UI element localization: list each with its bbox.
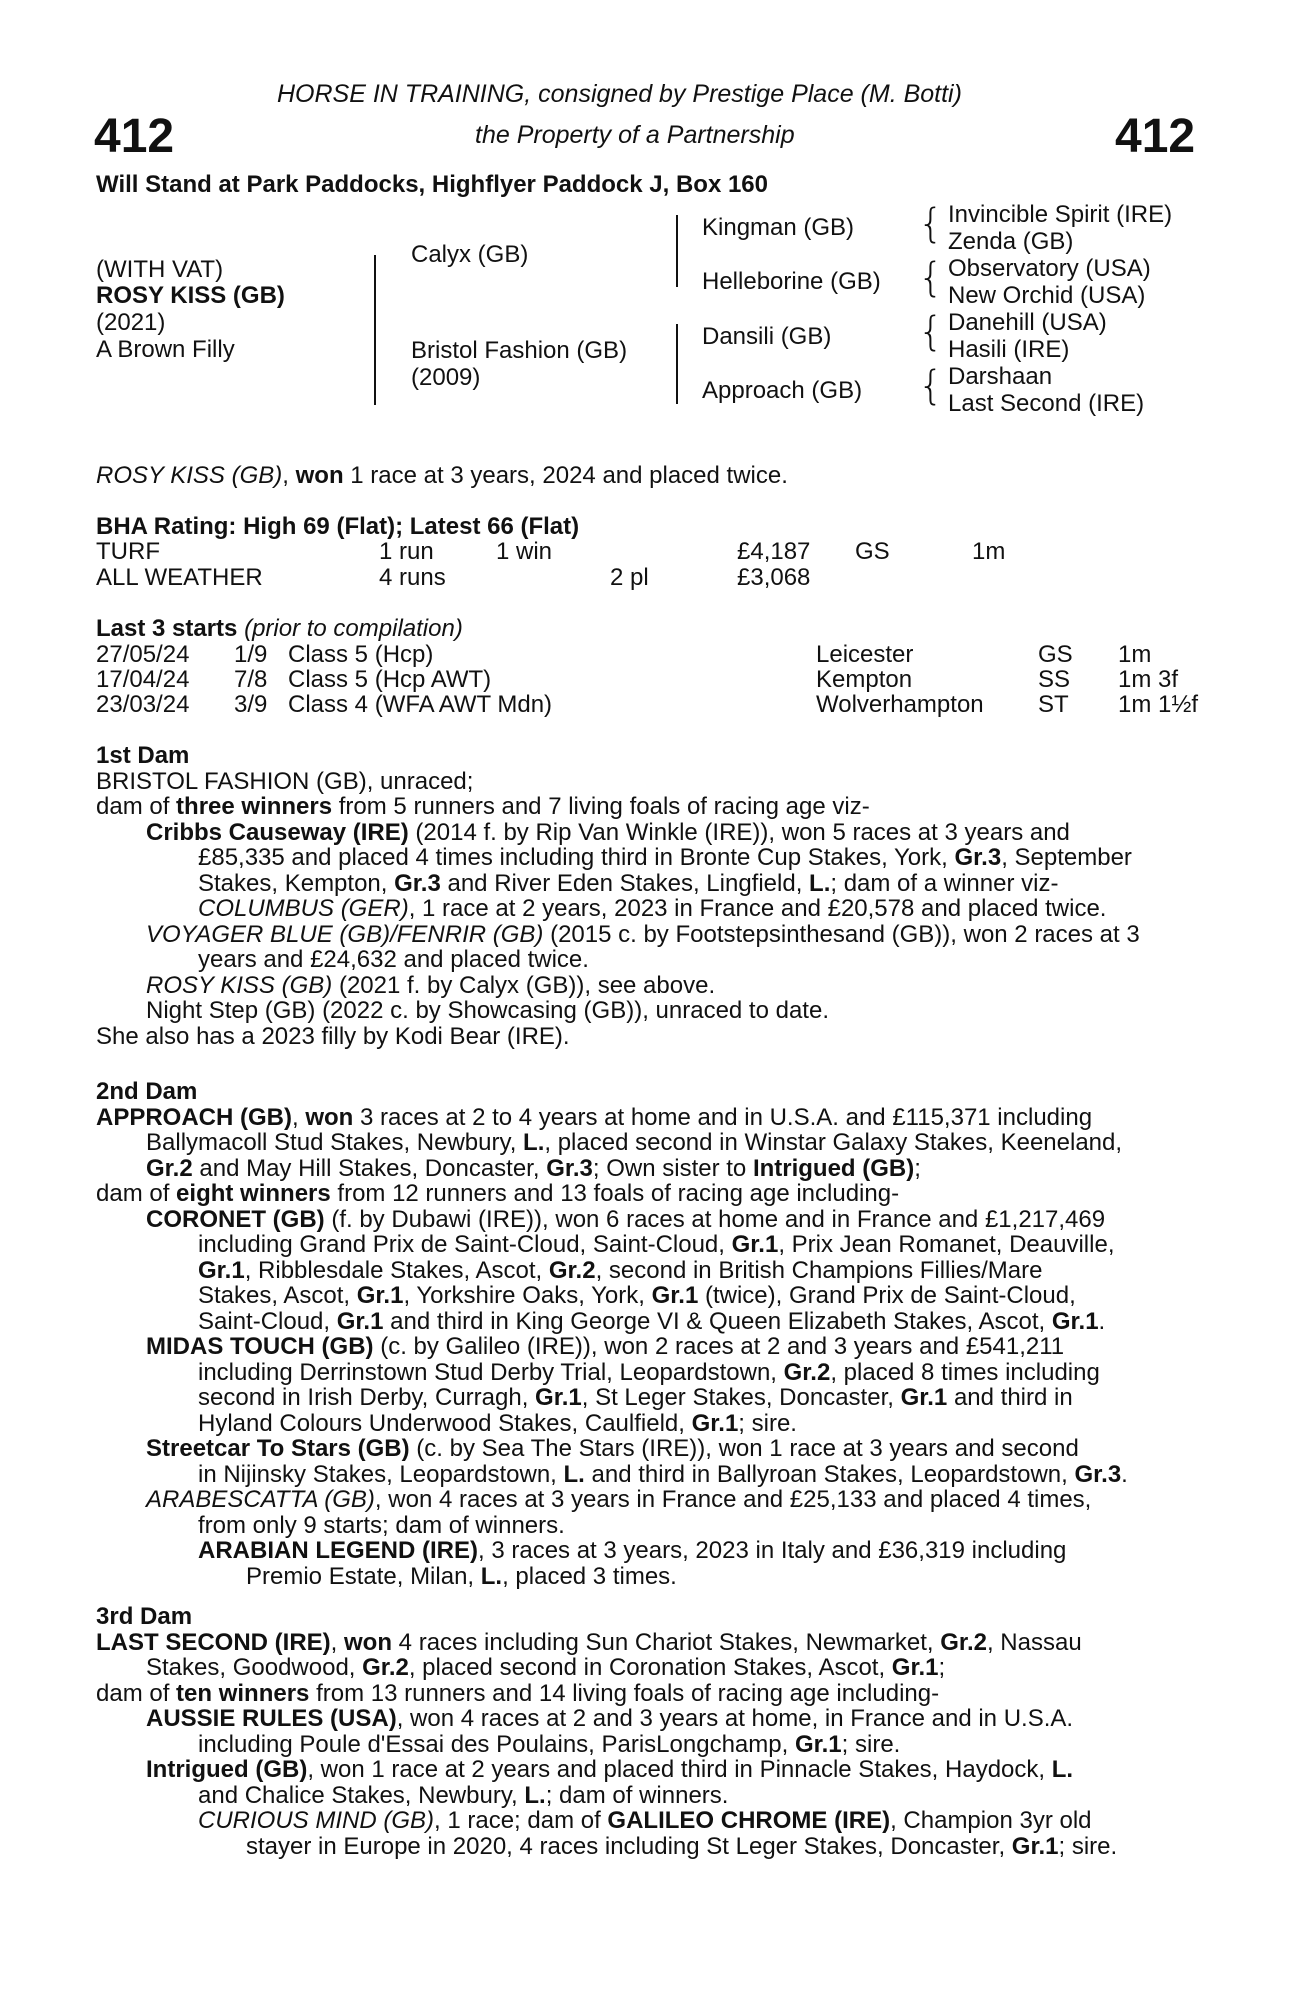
grade: Gr.3 bbox=[1074, 1460, 1122, 1488]
rating-surface: ALL WEATHER bbox=[96, 564, 263, 591]
text: (f. by Dubawi (IRE)), won 6 races at home and in France and £1,217,469 bbox=[324, 1205, 1106, 1233]
text: ; sire. bbox=[841, 1730, 901, 1758]
start-race: Class 5 (Hcp) bbox=[288, 641, 434, 668]
rating-wins: 1 win bbox=[496, 538, 553, 565]
text: (twice), Grand Prix de Saint-Cloud, bbox=[698, 1282, 1076, 1309]
start-course: Leicester bbox=[816, 641, 914, 668]
stand-location: Will Stand at Park Paddocks, Highflyer Paddock J, Box 160 bbox=[96, 171, 768, 198]
dam-year: (2009) bbox=[411, 364, 481, 391]
text: , second in British Champions Fillies/Mare bbox=[595, 1256, 1043, 1284]
produce-text bbox=[96, 845, 1205, 871]
text: , 3 races at 3 years, 2023 in Italy and £36,319 including bbox=[478, 1537, 1067, 1564]
produce-text: from only 9 starts; dam of winners. bbox=[198, 1511, 565, 1539]
produce-name: COLUMBUS (GER) bbox=[198, 895, 409, 922]
dam-text bbox=[96, 1156, 1205, 1182]
produce-name: CORONET (GB) bbox=[146, 1205, 325, 1233]
text: Premio Estate, Milan, bbox=[246, 1562, 481, 1590]
text: (c. by Galileo (IRE)), won 2 races at 2 and 3 years and £541,211 bbox=[373, 1333, 1065, 1360]
grade: Gr.1 bbox=[691, 1409, 739, 1437]
grade: Gr.1 bbox=[356, 1282, 404, 1309]
grade: Gr.2 bbox=[362, 1654, 409, 1681]
produce-text bbox=[96, 1258, 1205, 1284]
text: ; sire. bbox=[1058, 1832, 1118, 1860]
text: dam of bbox=[96, 1180, 177, 1207]
text: Stakes, Ascot, bbox=[198, 1282, 357, 1309]
text: including Poule d'Essai des Poulains, ParisLongchamp, bbox=[198, 1730, 795, 1758]
brace-2: { bbox=[918, 255, 944, 301]
start-date: 23/03/24 bbox=[96, 691, 190, 718]
text-bold: three winners bbox=[176, 793, 333, 820]
dam-produce-line bbox=[96, 1181, 1205, 1207]
dam-sire: Dansili (GB) bbox=[702, 323, 832, 350]
text: , bbox=[292, 1103, 306, 1131]
produce-text bbox=[96, 1360, 1205, 1386]
grade: L. bbox=[524, 1781, 546, 1809]
pedigree-brace-sire bbox=[676, 215, 686, 287]
text: from 5 runners and 7 living foals of racing age viz- bbox=[332, 793, 870, 820]
text: and Chalice Stakes, Newbury, bbox=[198, 1781, 525, 1809]
grade: L. bbox=[809, 869, 831, 897]
text: (2021 f. by Calyx (GB)), see above. bbox=[332, 971, 716, 999]
dam-name: LAST SECOND (IRE) bbox=[96, 1628, 331, 1656]
brace-4: { bbox=[918, 363, 944, 409]
text: ; sire. bbox=[738, 1409, 797, 1437]
start-position: 1/9 bbox=[234, 641, 268, 668]
text: in Nijinsky Stakes, Leopardstown, bbox=[198, 1460, 564, 1488]
start-race: Class 4 (WFA AWT Mdn) bbox=[288, 691, 553, 718]
produce-name: MIDAS TOUCH (GB) bbox=[146, 1333, 374, 1360]
text: 3 races at 2 to 4 years at home and in U.S.A. and £115,371 including bbox=[353, 1103, 1093, 1131]
text: (c. by Sea The Stars (IRE)), won 1 race at 3 years and second bbox=[409, 1435, 1079, 1462]
grade: Gr.2 bbox=[783, 1358, 831, 1386]
consignor-line: HORSE IN TRAINING, consigned by Prestige Place (M. Botti) bbox=[277, 80, 962, 108]
grade: Gr.1 bbox=[731, 1231, 779, 1258]
rating-runs: 1 run bbox=[379, 538, 434, 565]
grade: L. bbox=[480, 1562, 503, 1590]
bha-rating-title: BHA Rating: High 69 (Flat); Latest 66 (Flat) bbox=[96, 513, 580, 540]
rating-distance: 1m bbox=[972, 538, 1006, 565]
dam-text bbox=[96, 1130, 1205, 1156]
dam-line: BRISTOL FASHION (GB), unraced; bbox=[96, 767, 474, 795]
grade: Gr.2 bbox=[146, 1154, 193, 1182]
dam-text bbox=[96, 1655, 1205, 1681]
text: , won 4 races at 3 years in France and £25,133 and placed 4 times, bbox=[374, 1486, 1092, 1513]
text: including Grand Prix de Saint-Cloud, Saint-Cloud, bbox=[198, 1231, 732, 1258]
horse-year: (2021) bbox=[96, 309, 166, 336]
produce-text bbox=[96, 871, 1205, 897]
produce-streetcar bbox=[96, 1436, 1205, 1462]
dam-line bbox=[96, 1630, 1205, 1656]
text: from 13 runners and 14 living foals of racing age including- bbox=[309, 1679, 940, 1707]
text: ; bbox=[914, 1154, 921, 1182]
produce-name: Streetcar To Stars (GB) bbox=[146, 1435, 410, 1462]
text: , won 1 race at 2 years and placed third in Pinnacle Stakes, Haydock, bbox=[307, 1756, 1052, 1783]
text-bold: eight winners bbox=[176, 1180, 331, 1207]
text-bold: won bbox=[305, 1103, 354, 1131]
text: . bbox=[1098, 1307, 1106, 1335]
start-course: Wolverhampton bbox=[816, 691, 984, 718]
text: , placed 8 times including bbox=[830, 1358, 1100, 1386]
grade: Gr.1 bbox=[1051, 1307, 1099, 1335]
pedigree-brace-main bbox=[374, 255, 384, 405]
start-distance: 1m 1½f bbox=[1118, 691, 1199, 718]
text: second in Irish Derby, Curragh, bbox=[198, 1384, 536, 1411]
produce-arabescatta bbox=[96, 1487, 1205, 1513]
text: ; bbox=[938, 1654, 946, 1681]
grade: Gr.1 bbox=[1011, 1832, 1059, 1860]
text: Hyland Colours Underwood Stakes, Caulfield, bbox=[198, 1409, 692, 1437]
grade: Gr.3 bbox=[394, 869, 441, 897]
sire-sire: Kingman (GB) bbox=[702, 214, 855, 241]
start-going: ST bbox=[1038, 691, 1069, 718]
race-summary bbox=[96, 463, 788, 489]
start-going: SS bbox=[1038, 666, 1071, 693]
produce-columbus bbox=[96, 896, 1205, 922]
dam-produce-line bbox=[96, 1681, 1205, 1707]
text: Saint-Cloud, bbox=[198, 1307, 337, 1335]
first-dam-section bbox=[96, 743, 1205, 1049]
text-bold: Intrigued (GB) bbox=[752, 1154, 915, 1182]
text: , placed 3 times. bbox=[502, 1562, 677, 1590]
grade: Gr.3 bbox=[546, 1154, 593, 1182]
summary-rest: 1 race at 3 years, 2024 and placed twice. bbox=[343, 462, 788, 489]
text: , Ribblesdale Stakes, Ascot, bbox=[244, 1256, 549, 1284]
text: Ballymacoll Stud Stakes, Newbury, bbox=[146, 1129, 524, 1156]
text: 4 races including Sun Chariot Stakes, Newmarket, bbox=[392, 1628, 941, 1656]
horse-name: ROSY KISS (GB) bbox=[96, 282, 285, 309]
sire-dam-sire: Observatory (USA) bbox=[948, 255, 1151, 282]
text: and May Hill Stakes, Doncaster, bbox=[192, 1154, 547, 1182]
text: and River Eden Stakes, Lingfield, bbox=[440, 869, 810, 897]
text: , St Leger Stakes, Doncaster, bbox=[581, 1384, 901, 1411]
rating-surface: TURF bbox=[96, 538, 160, 565]
produce-arabian-legend bbox=[96, 1538, 1205, 1564]
text: Stakes, Kempton, bbox=[198, 869, 395, 897]
text: (2014 f. by Rip Van Winkle (IRE)), won 5 races at 3 years and bbox=[408, 818, 1070, 846]
start-distance: 1m 3f bbox=[1118, 666, 1179, 693]
last-starts-label: Last 3 starts bbox=[96, 615, 238, 642]
produce-curious-mind bbox=[96, 1808, 1205, 1834]
grade: L. bbox=[563, 1460, 585, 1488]
text: , Champion 3yr old bbox=[890, 1807, 1092, 1834]
produce-text bbox=[96, 1411, 1205, 1437]
text: , 1 race at 2 years, 2023 in France and £20,578 and placed twice. bbox=[408, 895, 1107, 922]
start-date: 27/05/24 bbox=[96, 641, 190, 668]
text: £85,335 and placed 4 times including third in Bronte Cup Stakes, York, bbox=[198, 844, 955, 871]
rating-prize: £3,068 bbox=[737, 564, 811, 591]
text: Stakes, Goodwood, bbox=[146, 1654, 363, 1681]
text: ; dam of a winner viz- bbox=[830, 869, 1059, 897]
last-starts-title bbox=[96, 616, 463, 642]
produce-text bbox=[96, 1783, 1205, 1809]
text: and third in King George VI & Queen Elizabeth Stakes, Ascot, bbox=[383, 1307, 1052, 1335]
start-position: 3/9 bbox=[234, 691, 268, 718]
produce-name: ROSY KISS (GB) bbox=[146, 971, 333, 999]
summary-horse: ROSY KISS (GB) bbox=[96, 462, 283, 489]
text: , Prix Jean Romanet, Deauville, bbox=[778, 1231, 1115, 1258]
text: dam of bbox=[96, 793, 177, 820]
text: , 1 race; dam of bbox=[434, 1807, 608, 1834]
produce-coronet bbox=[96, 1207, 1205, 1233]
sire-name: Calyx (GB) bbox=[411, 241, 529, 268]
start-race: Class 5 (Hcp AWT) bbox=[288, 666, 492, 693]
produce-name: Intrigued (GB) bbox=[146, 1756, 308, 1783]
sire-sire-sire: Invincible Spirit (IRE) bbox=[948, 201, 1173, 228]
text: , September bbox=[1001, 844, 1132, 871]
produce-name: ARABIAN LEGEND (IRE) bbox=[198, 1537, 478, 1564]
text: and third in Ballyroan Stakes, Leopardstown, bbox=[584, 1460, 1075, 1488]
produce-name: Cribbs Causeway (IRE) bbox=[146, 818, 409, 846]
dam-line bbox=[96, 1105, 1205, 1131]
grade: Gr.3 bbox=[954, 844, 1002, 871]
produce-intrigued bbox=[96, 1757, 1205, 1783]
last-starts-note: (prior to compilation) bbox=[244, 615, 463, 642]
sire-dam-dam: New Orchid (USA) bbox=[948, 282, 1146, 309]
sire-sire-dam: Zenda (GB) bbox=[948, 228, 1074, 255]
start-course: Kempton bbox=[816, 666, 913, 693]
section-title: 3rd Dam bbox=[96, 1603, 193, 1630]
rating-runs: 4 runs bbox=[379, 564, 446, 591]
text: , won 4 races at 2 and 3 years at home, in France and in U.S.A. bbox=[396, 1705, 1074, 1732]
grade: Gr.1 bbox=[198, 1256, 245, 1284]
text-bold: ten winners bbox=[176, 1679, 310, 1707]
dam-dam: Approach (GB) bbox=[702, 377, 863, 404]
dam-produce-line bbox=[96, 794, 1205, 820]
produce-name: CURIOUS MIND (GB) bbox=[198, 1807, 434, 1834]
summary-comma: , bbox=[282, 462, 296, 489]
dam-name: APPROACH (GB) bbox=[96, 1103, 292, 1131]
rating-placed: 2 pl bbox=[610, 564, 649, 591]
produce-night-step: Night Step (GB) (2022 c. by Showcasing (GB)), unraced to date. bbox=[146, 997, 829, 1024]
text-bold: won bbox=[344, 1628, 393, 1656]
produce-text bbox=[96, 1385, 1205, 1411]
produce-text bbox=[96, 1232, 1205, 1258]
rating-going: GS bbox=[855, 538, 890, 565]
rating-prize: £4,187 bbox=[737, 538, 811, 565]
produce-voyager bbox=[96, 922, 1205, 948]
dam-dam-dam: Last Second (IRE) bbox=[948, 390, 1145, 417]
grade: Gr.1 bbox=[651, 1282, 699, 1309]
grade: Gr.2 bbox=[940, 1628, 987, 1656]
text: stayer in Europe in 2020, 4 races including St Leger Stakes, Doncaster, bbox=[246, 1832, 1012, 1860]
start-date: 17/04/24 bbox=[96, 666, 190, 693]
vat-note: (WITH VAT) bbox=[96, 256, 224, 283]
dam-sire-dam: Hasili (IRE) bbox=[948, 336, 1070, 363]
start-distance: 1m bbox=[1118, 641, 1152, 668]
produce-text bbox=[96, 1309, 1205, 1335]
brace-1: { bbox=[918, 201, 944, 247]
produce-cribbs bbox=[96, 820, 1205, 846]
grade: Gr.1 bbox=[794, 1730, 842, 1758]
text: dam of bbox=[96, 1679, 177, 1707]
property-line: the Property of a Partnership bbox=[475, 121, 795, 149]
sire-dam: Helleborine (GB) bbox=[702, 268, 881, 295]
produce-rosy-kiss bbox=[96, 973, 1205, 999]
grade: Gr.1 bbox=[336, 1307, 384, 1335]
horse-description: A Brown Filly bbox=[96, 336, 235, 363]
brace-3: { bbox=[918, 309, 944, 355]
text: , placed second in Coronation Stakes, Ascot, bbox=[408, 1654, 892, 1681]
start-position: 7/8 bbox=[234, 666, 268, 693]
grade: Gr.1 bbox=[891, 1654, 939, 1681]
produce-name: GALILEO CHROME (IRE) bbox=[607, 1807, 891, 1834]
produce-text bbox=[96, 1834, 1205, 1860]
text: (2015 c. by Footstepsinthesand (GB)), won 2 races at 3 bbox=[543, 920, 1140, 948]
text: ; dam of winners. bbox=[545, 1781, 729, 1809]
produce-text: years and £24,632 and placed twice. bbox=[198, 946, 589, 973]
produce-text bbox=[96, 1462, 1205, 1488]
produce-aussie-rules bbox=[96, 1706, 1205, 1732]
summary-won: won bbox=[295, 462, 344, 489]
text: , Nassau bbox=[986, 1628, 1082, 1656]
lot-number-left: 412 bbox=[94, 110, 175, 163]
second-dam-section bbox=[96, 1079, 1205, 1589]
produce-text bbox=[96, 1283, 1205, 1309]
produce-name: VOYAGER BLUE (GB)/FENRIR (GB) bbox=[146, 920, 544, 948]
third-dam-section bbox=[96, 1604, 1205, 1859]
dam-name: Bristol Fashion (GB) bbox=[411, 337, 628, 364]
text: including Derrinstown Stud Derby Trial, Leopardstown, bbox=[198, 1358, 784, 1386]
dam-dam-sire: Darshaan bbox=[948, 363, 1053, 390]
produce-midas-touch bbox=[96, 1334, 1205, 1360]
section-title: 1st Dam bbox=[96, 742, 190, 769]
text: , bbox=[330, 1628, 345, 1656]
text: , placed second in Winstar Galaxy Stakes, Keeneland, bbox=[544, 1129, 1123, 1156]
text: from 12 runners and 13 foals of racing age including- bbox=[330, 1180, 900, 1207]
lot-number-right: 412 bbox=[1115, 110, 1196, 163]
dam-sire-sire: Danehill (USA) bbox=[948, 309, 1107, 336]
grade: L. bbox=[523, 1129, 545, 1156]
pedigree-brace-dam bbox=[676, 324, 686, 404]
text: and third in bbox=[947, 1384, 1073, 1411]
text: ; Own sister to bbox=[592, 1154, 753, 1182]
grade: Gr.2 bbox=[548, 1256, 596, 1284]
grade: Gr.1 bbox=[535, 1384, 582, 1411]
section-title: 2nd Dam bbox=[96, 1078, 198, 1105]
text: . bbox=[1121, 1460, 1128, 1488]
produce-name: AUSSIE RULES (USA) bbox=[146, 1705, 397, 1732]
produce-text bbox=[96, 1732, 1205, 1758]
text: , Yorkshire Oaks, York, bbox=[403, 1282, 652, 1309]
produce-note: She also has a 2023 filly by Kodi Bear (IRE). bbox=[96, 1022, 570, 1050]
grade: Gr.1 bbox=[900, 1384, 948, 1411]
grade: L. bbox=[1051, 1756, 1074, 1783]
produce-name: ARABESCATTA (GB) bbox=[146, 1486, 375, 1513]
produce-text bbox=[96, 1564, 1205, 1590]
start-going: GS bbox=[1038, 641, 1073, 668]
